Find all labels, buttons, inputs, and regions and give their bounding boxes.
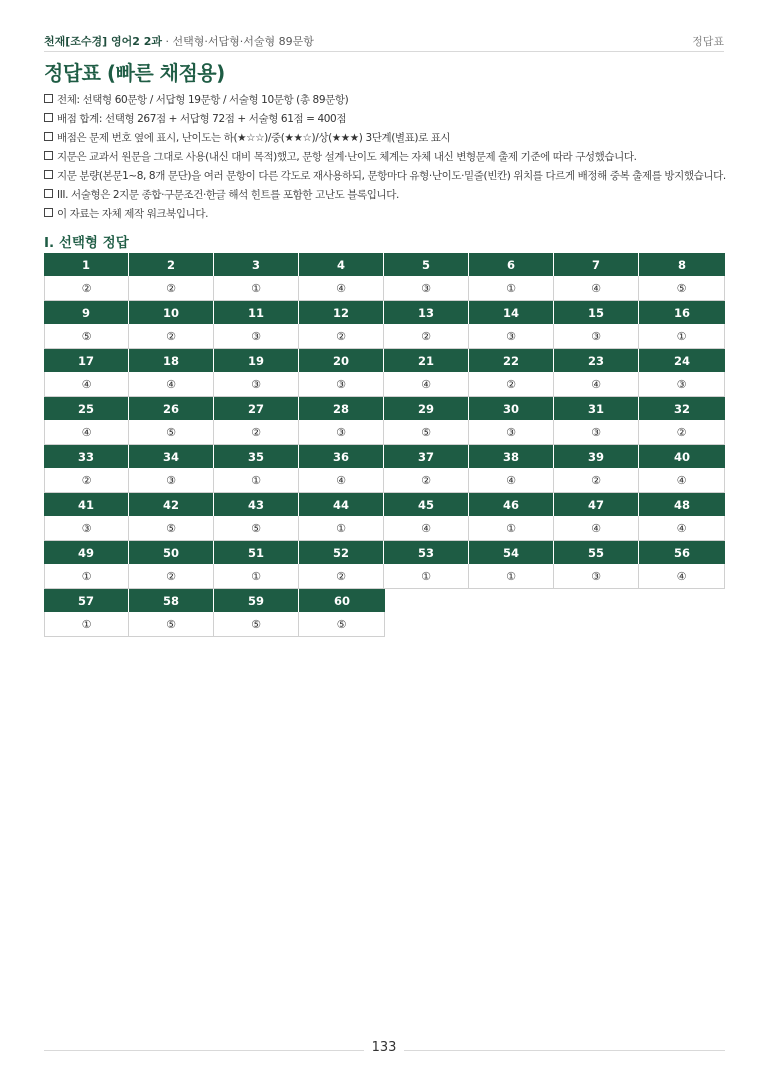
answer-cell: ④ (384, 372, 469, 397)
question-number-cell: 26 (129, 397, 214, 420)
answer-cell: ③ (214, 324, 299, 349)
answer-cell: ⑤ (214, 612, 299, 637)
answer-row (44, 612, 725, 637)
note-text: 지문 분량(본문1~8, 8개 문단)을 여러 문항이 다른 각도로 재사용하되, 문항마다 유형·난이도·밑줄(빈칸) 위치를 다르게 배정해 중복 출제를 방지했습니다. (57, 170, 726, 182)
answer-cell: ① (469, 516, 554, 541)
answer-cell: ② (384, 468, 469, 493)
question-number-cell: 14 (469, 301, 554, 324)
checkbox-icon (44, 94, 53, 103)
question-number-cell: 20 (299, 349, 384, 372)
question-number-cell: 39 (554, 445, 639, 468)
question-number-cell: 45 (384, 493, 469, 516)
checkbox-icon (44, 170, 53, 179)
answer-cell: ② (299, 564, 384, 589)
answer-row (44, 516, 725, 541)
question-number-cell: 56 (639, 541, 725, 564)
checkbox-icon (44, 132, 53, 141)
answer-cell: ④ (554, 372, 639, 397)
question-number-cell: 46 (469, 493, 554, 516)
question-number-cell: 60 (299, 589, 385, 612)
question-number-row (44, 301, 725, 324)
question-number-cell: 34 (129, 445, 214, 468)
question-number-cell: 9 (44, 301, 129, 324)
header-separator: · (162, 35, 173, 48)
answer-cell: ④ (129, 372, 214, 397)
page-header (44, 31, 724, 52)
note-item (44, 168, 734, 187)
question-number-cell: 31 (554, 397, 639, 420)
answer-cell: ① (44, 612, 129, 637)
question-number-cell: 41 (44, 493, 129, 516)
checkbox-icon (44, 113, 53, 122)
question-number-row (44, 253, 725, 276)
note-item (44, 130, 734, 149)
answer-cell: ③ (384, 276, 469, 301)
checkbox-icon (44, 189, 53, 198)
question-number-cell: 58 (129, 589, 214, 612)
answer-cell: ① (299, 516, 384, 541)
answer-cell: ② (129, 324, 214, 349)
answer-cell: ③ (129, 468, 214, 493)
question-number-cell: 36 (299, 445, 384, 468)
question-number-cell: 17 (44, 349, 129, 372)
question-number-cell: 37 (384, 445, 469, 468)
question-number-cell: 38 (469, 445, 554, 468)
answer-cell: ④ (639, 468, 725, 493)
answer-cell: ② (384, 324, 469, 349)
answer-cell: ③ (469, 324, 554, 349)
answer-cell: ⑤ (129, 420, 214, 445)
page-number: 133 (364, 1040, 404, 1055)
question-number-cell: 24 (639, 349, 725, 372)
question-number-cell: 44 (299, 493, 384, 516)
answer-cell: ④ (44, 420, 129, 445)
answer-cell: ④ (44, 372, 129, 397)
page-title: 정답표 (빠른 채점용) (44, 61, 225, 85)
note-item (44, 206, 734, 225)
answer-cell: ③ (554, 324, 639, 349)
answer-cell: ④ (639, 564, 725, 589)
answer-cell: ③ (299, 372, 384, 397)
question-number-row (44, 349, 725, 372)
question-number-cell: 21 (384, 349, 469, 372)
question-number-row (44, 493, 725, 516)
question-number-cell: 43 (214, 493, 299, 516)
answer-cell: ③ (299, 420, 384, 445)
note-text: 이 자료는 자체 제작 워크북입니다. (57, 208, 209, 220)
answer-cell: ⑤ (299, 612, 385, 637)
answer-cell: ① (44, 564, 129, 589)
question-number-cell: 47 (554, 493, 639, 516)
question-number-cell: 23 (554, 349, 639, 372)
answer-cell: ④ (639, 516, 725, 541)
section-title: I. 선택형 정답 (44, 235, 129, 251)
answer-cell: ③ (639, 372, 725, 397)
question-number-cell: 57 (44, 589, 129, 612)
question-number-cell: 4 (299, 253, 384, 276)
question-number-cell: 8 (639, 253, 725, 276)
question-number-cell: 32 (639, 397, 725, 420)
answer-cell: ④ (299, 468, 384, 493)
question-number-cell: 7 (554, 253, 639, 276)
answer-cell: ③ (554, 420, 639, 445)
question-number-cell: 59 (214, 589, 299, 612)
answer-row (44, 372, 725, 397)
note-item (44, 149, 734, 168)
question-number-cell: 10 (129, 301, 214, 324)
question-number-row (44, 589, 725, 612)
checkbox-icon (44, 151, 53, 160)
answer-cell: ③ (469, 420, 554, 445)
question-number-cell: 27 (214, 397, 299, 420)
answer-row (44, 276, 725, 301)
question-number-cell: 16 (639, 301, 725, 324)
question-number-cell: 2 (129, 253, 214, 276)
answer-cell: ② (129, 276, 214, 301)
answer-cell: ③ (44, 516, 129, 541)
question-number-cell: 18 (129, 349, 214, 372)
answer-row (44, 324, 725, 349)
answer-cell: ④ (469, 468, 554, 493)
book-title: 천재[조수경] 영어2 2과 (44, 35, 163, 48)
answer-cell: ② (44, 276, 129, 301)
header-subtitle: 선택형·서답형·서술형 89문항 (172, 35, 314, 48)
header-left (44, 33, 314, 49)
answer-cell: ⑤ (129, 612, 214, 637)
answer-table (44, 253, 725, 637)
question-number-row (44, 445, 725, 468)
question-number-cell: 40 (639, 445, 725, 468)
question-number-cell: 49 (44, 541, 129, 564)
note-text: 배점 합계: 선택형 267점 + 서답형 72점 + 서술형 61점 = 400점 (57, 113, 347, 125)
checkbox-icon (44, 208, 53, 217)
answer-cell: ② (299, 324, 384, 349)
question-number-cell: 42 (129, 493, 214, 516)
answer-cell: ② (214, 420, 299, 445)
question-number-cell: 48 (639, 493, 725, 516)
answer-cell: ④ (299, 276, 384, 301)
answer-cell: ④ (554, 276, 639, 301)
answer-cell: ⑤ (129, 516, 214, 541)
question-number-cell: 52 (299, 541, 384, 564)
answer-cell: ⑤ (639, 276, 725, 301)
answer-cell: ② (639, 420, 725, 445)
question-number-cell: 29 (384, 397, 469, 420)
question-number-cell: 13 (384, 301, 469, 324)
question-number-cell: 51 (214, 541, 299, 564)
question-number-cell: 25 (44, 397, 129, 420)
answer-cell: ① (639, 324, 725, 349)
note-text: III. 서술형은 2지문 종합·구문조건·한글 해석 힌트를 포함한 고난도 블록입니다. (57, 189, 399, 201)
answer-cell: ⑤ (384, 420, 469, 445)
question-number-cell: 33 (44, 445, 129, 468)
answer-cell: ② (129, 564, 214, 589)
question-number-cell: 54 (469, 541, 554, 564)
question-number-cell: 50 (129, 541, 214, 564)
question-number-cell: 19 (214, 349, 299, 372)
question-number-cell: 35 (214, 445, 299, 468)
notes-list (44, 92, 734, 225)
note-item (44, 92, 734, 111)
question-number-cell: 12 (299, 301, 384, 324)
answer-cell: ① (214, 468, 299, 493)
note-item (44, 111, 734, 130)
question-number-cell: 15 (554, 301, 639, 324)
note-text: 전체: 선택형 60문항 / 서답형 19문항 / 서술형 10문항 (총 89문항) (57, 94, 349, 106)
answer-cell: ④ (384, 516, 469, 541)
answer-row (44, 468, 725, 493)
question-number-cell: 28 (299, 397, 384, 420)
question-number-row (44, 397, 725, 420)
answer-cell: ② (554, 468, 639, 493)
answer-cell: ③ (214, 372, 299, 397)
question-number-cell: 11 (214, 301, 299, 324)
question-number-cell: 55 (554, 541, 639, 564)
note-text: 지문은 교과서 원문을 그대로 사용(내신 대비 목적)했고, 문항 설계·난이도 체계는 자체 내신 변형문제 출제 기준에 따라 구성했습니다. (57, 151, 637, 163)
answer-cell: ① (469, 276, 554, 301)
answer-cell: ① (214, 276, 299, 301)
question-number-cell: 30 (469, 397, 554, 420)
question-number-row (44, 541, 725, 564)
question-number-cell: 22 (469, 349, 554, 372)
answer-cell: ③ (554, 564, 639, 589)
answer-cell: ① (469, 564, 554, 589)
header-section-label: 정답표 (692, 35, 724, 48)
question-number-cell: 53 (384, 541, 469, 564)
answer-cell: ⑤ (214, 516, 299, 541)
note-text: 배점은 문제 번호 옆에 표시, 난이도는 하(★☆☆)/중(★★☆)/상(★★★) 3단계(별표)로 표시 (57, 132, 451, 144)
answer-cell: ① (384, 564, 469, 589)
answer-row (44, 420, 725, 445)
answer-cell: ⑤ (44, 324, 129, 349)
question-number-cell: 6 (469, 253, 554, 276)
note-item (44, 187, 734, 206)
answer-row (44, 564, 725, 589)
question-number-cell: 3 (214, 253, 299, 276)
answer-cell: ② (469, 372, 554, 397)
answer-cell: ④ (554, 516, 639, 541)
answer-cell: ① (214, 564, 299, 589)
question-number-cell: 1 (44, 253, 129, 276)
answer-cell: ② (44, 468, 129, 493)
question-number-cell: 5 (384, 253, 469, 276)
